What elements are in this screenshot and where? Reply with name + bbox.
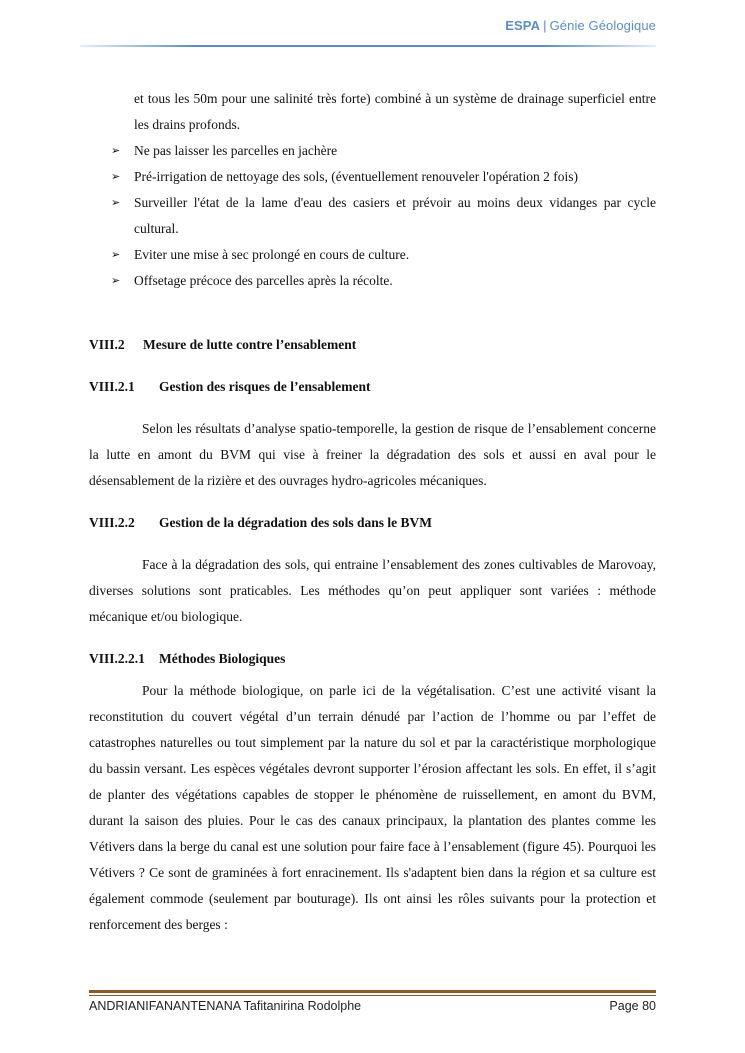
section-title: Mesure de lutte contre l’ensablement — [143, 337, 357, 352]
list-item-text: Offsetage précoce des parcelles après la récolte. — [134, 273, 393, 288]
recommendation-list — [89, 138, 656, 294]
footer-divider-thin — [89, 995, 656, 996]
arrow-bullet-icon: ➢ — [111, 248, 121, 261]
paragraph-biological-methods: Pour la méthode biologique, on parle ici de la végétalisation. C’est une activité visant la reconstitution du couvert végétal d’un terrain dénudé par l’action de l’homme ou par l’effet de catastrophes naturelles ou tout simplement par la nature du sol et par la caractéristique morphologique du bassin versant. Les espèces végétales devront supporter l’érosion affectant les sols. En effet, il s’agit de planter des végétations capables de stopper le phénomène de ruissellement, en amont du BVM, durant la saison des pluies. Pour le cas des canaux principaux, la plantation des plantes comme les Vétivers dans la berge du canal est une solution pour faire face à l’ensablement (figure 45). Pourquoi les Vétivers ? Ce sont de graminées à fort enracinement. Ils s'adaptent bien dans la région et sa culture est également commode (seulement par bouturage). Ils ont ainsi les rôles suivants pour la protection et renforcement des berges : — [89, 683, 656, 932]
footer-divider — [89, 990, 656, 993]
section-heading-viii-2 — [89, 332, 656, 358]
section-title: Gestion de la dégradation des sols dans le BVM — [159, 515, 433, 530]
section-number: VIII.2 — [89, 337, 125, 352]
paragraph-risk-management: Selon les résultats d’analyse spatio-temporelle, la gestion de risque de l’ensablement concerne la lutte en amont du BVM qui vise à freiner la dégradation des sols et aussi en aval pour le désensablement de la rizière et des ouvrages hydro-agricoles mécaniques. — [89, 421, 656, 488]
arrow-bullet-icon: ➢ — [111, 144, 121, 157]
list-item — [89, 190, 656, 242]
header-divider — [80, 45, 656, 47]
list-item — [89, 268, 656, 294]
footer-author: ANDRIANIFANANTENANA Tafitanirina Rodolphe — [89, 999, 362, 1013]
list-item-text: Eviter une mise à sec prolongé en cours de culture. — [134, 247, 410, 262]
section-number: VIII.2.2 — [89, 515, 135, 530]
arrow-bullet-icon: ➢ — [111, 170, 121, 183]
section-title: Gestion des risques de l’ensablement — [159, 379, 371, 394]
page-header — [505, 18, 656, 33]
header-separator: | — [543, 18, 547, 33]
list-item — [89, 164, 656, 190]
section-number: VIII.2.1 — [89, 379, 135, 394]
arrow-bullet-icon: ➢ — [111, 274, 121, 287]
page-number: Page 80 — [609, 999, 656, 1013]
section-heading-viii-2-2-1 — [89, 646, 656, 672]
continuation-text: et tous les 50m pour une salinité très forte) combiné à un système de drainage superficiel entre les drains profonds. — [134, 91, 656, 132]
section-heading-viii-2-1 — [89, 374, 656, 400]
header-department: Génie Géologique — [549, 18, 656, 33]
section-heading-viii-2-2 — [89, 510, 656, 536]
header-institution: ESPA — [505, 18, 541, 33]
list-item-text: Ne pas laisser les parcelles en jachère — [134, 143, 338, 158]
list-item-text: Pré-irrigation de nettoyage des sols, (éventuellement renouveler l'opération 2 fois) — [134, 169, 579, 184]
section-number: VIII.2.2.1 — [89, 651, 145, 666]
page-content — [89, 86, 656, 938]
list-item-text: Surveiller l'état de la lame d'eau des casiers et prévoir au moins deux vidanges par cycle cultural. — [134, 195, 656, 236]
list-item — [89, 138, 656, 164]
section-title: Méthodes Biologiques — [159, 651, 286, 666]
paragraph-soil-degradation: Face à la dégradation des sols, qui entraine l’ensablement des zones cultivables de Marovoay, diverses solutions sont praticables. Les méthodes qu’on peut appliquer sont variées : méthode mécanique et/ou biologique. — [89, 557, 656, 624]
arrow-bullet-icon: ➢ — [111, 196, 121, 209]
list-item — [89, 242, 656, 268]
